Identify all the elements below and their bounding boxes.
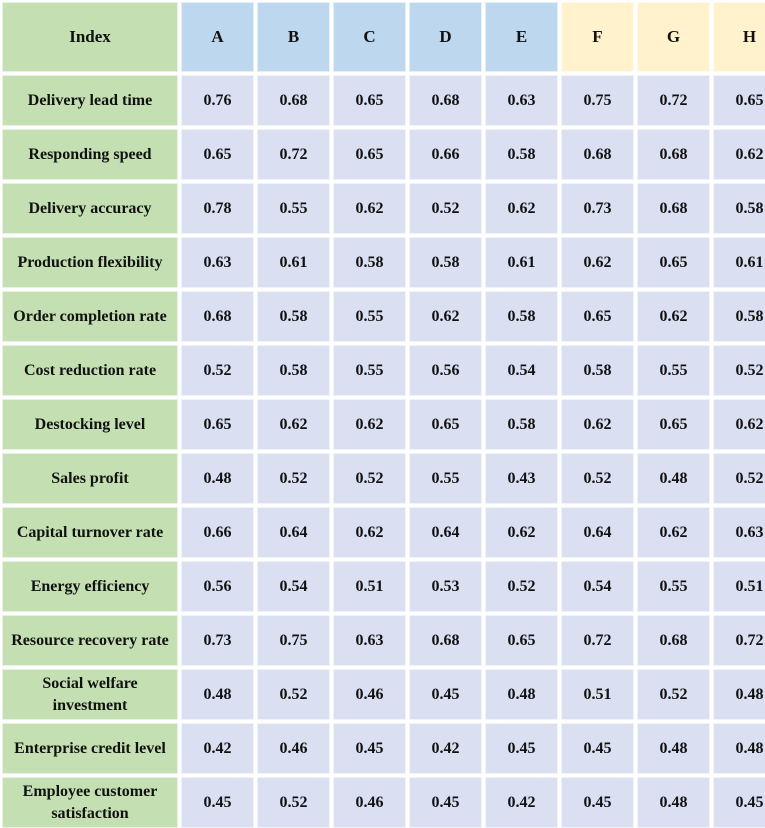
table-cell: 0.63 (181, 237, 254, 288)
table-cell: 0.66 (409, 129, 482, 180)
table-cell: 0.48 (637, 723, 710, 774)
table-cell: 0.63 (713, 507, 765, 558)
table-cell: 0.62 (485, 183, 558, 234)
row-label: Destocking level (2, 399, 178, 450)
column-header-d: D (409, 2, 482, 72)
table-cell: 0.62 (333, 183, 406, 234)
table-cell: 0.54 (257, 561, 330, 612)
table-cell: 0.46 (333, 777, 406, 828)
table-cell: 0.46 (333, 669, 406, 720)
table-cell: 0.55 (333, 345, 406, 396)
row-label: Delivery accuracy (2, 183, 178, 234)
table-cell: 0.73 (561, 183, 634, 234)
row-label: Energy efficiency (2, 561, 178, 612)
table-cell: 0.64 (257, 507, 330, 558)
table-cell: 0.43 (485, 453, 558, 504)
table-cell: 0.42 (485, 777, 558, 828)
table-cell: 0.45 (485, 723, 558, 774)
table-cell: 0.64 (561, 507, 634, 558)
table-cell: 0.65 (713, 75, 765, 126)
table-cell: 0.68 (637, 183, 710, 234)
row-label: Enterprise credit level (2, 723, 178, 774)
row-label: Capital turnover rate (2, 507, 178, 558)
table-cell: 0.62 (713, 399, 765, 450)
table-cell: 0.68 (409, 75, 482, 126)
table-cell: 0.48 (713, 723, 765, 774)
table-cell: 0.68 (637, 129, 710, 180)
table-cell: 0.78 (181, 183, 254, 234)
table-cell: 0.52 (181, 345, 254, 396)
row-label: Resource recovery rate (2, 615, 178, 666)
row-label: Production flexibility (2, 237, 178, 288)
table-cell: 0.68 (409, 615, 482, 666)
table-cell: 0.64 (409, 507, 482, 558)
table-cell: 0.62 (637, 507, 710, 558)
table-cell: 0.62 (333, 507, 406, 558)
table-cell: 0.48 (637, 777, 710, 828)
row-label: Responding speed (2, 129, 178, 180)
table-cell: 0.68 (181, 291, 254, 342)
table-cell: 0.58 (713, 291, 765, 342)
table-cell: 0.65 (409, 399, 482, 450)
table-cell: 0.72 (713, 615, 765, 666)
table-cell: 0.68 (561, 129, 634, 180)
table-cell: 0.52 (713, 345, 765, 396)
column-header-a: A (181, 2, 254, 72)
column-header-f: F (561, 2, 634, 72)
row-label: Order completion rate (2, 291, 178, 342)
table-cell: 0.52 (561, 453, 634, 504)
table-cell: 0.65 (181, 399, 254, 450)
table-cell: 0.42 (409, 723, 482, 774)
table-cell: 0.52 (257, 777, 330, 828)
table-cell: 0.65 (181, 129, 254, 180)
table-cell: 0.52 (257, 453, 330, 504)
table-cell: 0.62 (257, 399, 330, 450)
table-cell: 0.45 (561, 723, 634, 774)
table-cell: 0.76 (181, 75, 254, 126)
table-cell: 0.58 (257, 345, 330, 396)
table-cell: 0.75 (561, 75, 634, 126)
row-label: Cost reduction rate (2, 345, 178, 396)
table-cell: 0.65 (637, 399, 710, 450)
table-cell: 0.65 (637, 237, 710, 288)
column-header-b: B (257, 2, 330, 72)
table-cell: 0.48 (485, 669, 558, 720)
column-header-g: G (637, 2, 710, 72)
table-cell: 0.62 (561, 237, 634, 288)
table-cell: 0.48 (637, 453, 710, 504)
table-cell: 0.56 (181, 561, 254, 612)
table-cell: 0.62 (409, 291, 482, 342)
table-cell: 0.73 (181, 615, 254, 666)
table-cell: 0.45 (561, 777, 634, 828)
table-cell: 0.53 (409, 561, 482, 612)
table-cell: 0.75 (257, 615, 330, 666)
table-cell: 0.68 (257, 75, 330, 126)
table-cell: 0.62 (485, 507, 558, 558)
table-cell: 0.58 (409, 237, 482, 288)
table-cell: 0.65 (333, 75, 406, 126)
table-cell: 0.61 (713, 237, 765, 288)
table-cell: 0.61 (257, 237, 330, 288)
table-cell: 0.58 (333, 237, 406, 288)
table-cell: 0.45 (333, 723, 406, 774)
table-cell: 0.45 (409, 777, 482, 828)
table-cell: 0.48 (713, 669, 765, 720)
table-cell: 0.62 (561, 399, 634, 450)
table-cell: 0.58 (485, 399, 558, 450)
table-cell: 0.51 (561, 669, 634, 720)
table-cell: 0.55 (333, 291, 406, 342)
table-cell: 0.52 (257, 669, 330, 720)
table-cell: 0.54 (561, 561, 634, 612)
table-cell: 0.65 (333, 129, 406, 180)
table-cell: 0.52 (409, 183, 482, 234)
table-cell: 0.72 (257, 129, 330, 180)
table-cell: 0.55 (409, 453, 482, 504)
row-label: Sales profit (2, 453, 178, 504)
table-cell: 0.45 (181, 777, 254, 828)
table-cell: 0.51 (713, 561, 765, 612)
column-header-h: H (713, 2, 765, 72)
table-cell: 0.55 (637, 345, 710, 396)
table-cell: 0.42 (181, 723, 254, 774)
row-label: Delivery lead time (2, 75, 178, 126)
column-header-c: C (333, 2, 406, 72)
table-cell: 0.72 (637, 75, 710, 126)
table-cell: 0.62 (713, 129, 765, 180)
table-cell: 0.63 (485, 75, 558, 126)
table-cell: 0.61 (485, 237, 558, 288)
table-cell: 0.48 (181, 669, 254, 720)
table-cell: 0.63 (333, 615, 406, 666)
index-header: Index (2, 2, 178, 72)
table-cell: 0.51 (333, 561, 406, 612)
table-cell: 0.62 (637, 291, 710, 342)
table-cell: 0.72 (561, 615, 634, 666)
table-cell: 0.48 (181, 453, 254, 504)
table-cell: 0.58 (713, 183, 765, 234)
table-cell: 0.62 (333, 399, 406, 450)
row-label: Social welfare investment (2, 669, 178, 720)
table-cell: 0.65 (561, 291, 634, 342)
table-cell: 0.52 (485, 561, 558, 612)
table-cell: 0.58 (257, 291, 330, 342)
table-cell: 0.66 (181, 507, 254, 558)
table-cell: 0.58 (485, 291, 558, 342)
table-cell: 0.55 (257, 183, 330, 234)
column-header-e: E (485, 2, 558, 72)
table-cell: 0.55 (637, 561, 710, 612)
table-cell: 0.52 (637, 669, 710, 720)
table-cell: 0.68 (637, 615, 710, 666)
table-cell: 0.65 (485, 615, 558, 666)
table-cell: 0.56 (409, 345, 482, 396)
table-cell: 0.52 (713, 453, 765, 504)
table-cell: 0.46 (257, 723, 330, 774)
table-cell: 0.58 (485, 129, 558, 180)
table-cell: 0.52 (333, 453, 406, 504)
table-cell: 0.58 (561, 345, 634, 396)
table-cell: 0.45 (409, 669, 482, 720)
table-cell: 0.54 (485, 345, 558, 396)
row-label: Employee customer satisfaction (2, 777, 178, 828)
table-cell: 0.45 (713, 777, 765, 828)
